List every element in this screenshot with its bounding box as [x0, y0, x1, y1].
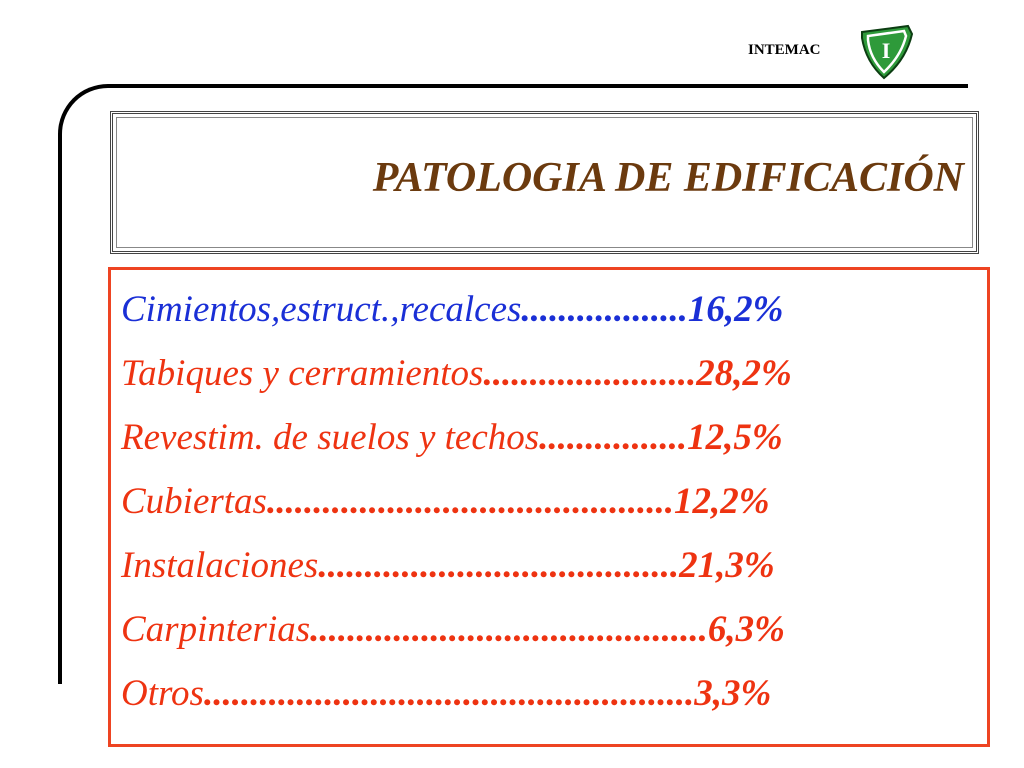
- row-label: Carpinterias: [121, 609, 311, 650]
- row-label: Otros: [121, 673, 204, 714]
- list-item: [121, 600, 957, 664]
- title-box: [110, 111, 979, 254]
- content-box: [108, 267, 990, 747]
- statistics-list: [121, 280, 957, 728]
- row-value: 16,2%: [687, 289, 784, 330]
- intemac-shield-icon: [856, 22, 916, 82]
- row-value: 21,3%: [679, 545, 775, 586]
- logo-text: INTEMAC: [748, 42, 821, 58]
- row-label: Revestim. de suelos y techos: [121, 417, 540, 458]
- row-leader: .......................: [483, 353, 697, 394]
- row-leader: .....................................................: [203, 673, 695, 714]
- row-value: 12,2%: [673, 481, 770, 522]
- row-value: 28,2%: [696, 353, 792, 394]
- slide-title: PATOLOGIA DE EDIFICACIÓN: [372, 155, 964, 201]
- row-leader: ...........................................: [310, 609, 708, 650]
- row-leader: ..................: [521, 289, 688, 330]
- list-item: [121, 536, 957, 600]
- list-item: [121, 664, 957, 728]
- row-label: Cubiertas: [121, 481, 267, 522]
- row-value: 12,5%: [687, 417, 783, 458]
- row-leader: .......................................: [318, 545, 680, 586]
- row-value: 3,3%: [694, 673, 772, 714]
- row-label: Tabiques y cerramientos: [121, 353, 484, 394]
- list-item: [121, 408, 957, 472]
- row-leader: ................: [539, 417, 688, 458]
- row-label: Cimientos,estruct.,recalces: [121, 289, 522, 330]
- row-label: Instalaciones: [121, 545, 319, 586]
- row-value: 6,3%: [707, 609, 785, 650]
- list-item: [121, 280, 957, 344]
- list-item: [121, 472, 957, 536]
- shield-letter: I: [881, 38, 891, 63]
- list-item: [121, 344, 957, 408]
- row-leader: ............................................: [266, 481, 674, 522]
